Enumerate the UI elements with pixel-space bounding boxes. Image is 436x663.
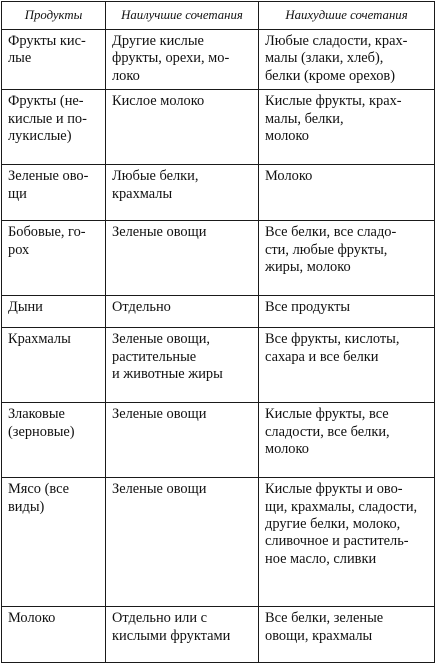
cell-product (2, 607, 106, 663)
cell-text-line: Зеленые овощи (112, 481, 207, 498)
cell-text-line: кислые и по- (8, 110, 87, 127)
cell-text-line: щи (8, 185, 27, 202)
cell-worst-combination (259, 90, 435, 165)
cell-text-line: щи, крахмалы, сладости, (265, 498, 418, 515)
table-header (2, 2, 435, 30)
cell-text-line: Зеленые овощи, (112, 331, 210, 348)
cell-text-line: Зеленые ово- (8, 168, 89, 185)
cell-worst-combination (259, 296, 435, 328)
cell-text-line: крахмалы (112, 185, 173, 202)
cell-text-line: Дыни (8, 299, 43, 316)
cell-text-line: Другие кислые (112, 33, 204, 49)
cell-text-line: сахара и все белки (265, 348, 379, 365)
cell-worst-combination (259, 328, 435, 403)
table-row (2, 607, 435, 663)
cell-text-line: молоко (265, 128, 309, 145)
cell-worst-combination (259, 165, 435, 221)
cell-text-line: локо (112, 67, 140, 84)
cell-product (2, 478, 106, 607)
cell-best-combination (106, 90, 259, 165)
cell-text-line: ное масло, сливки (265, 550, 377, 567)
cell-product (2, 328, 106, 403)
cell-text-line: (зерновые) (8, 423, 75, 440)
cell-text-line: Зеленые овощи (112, 224, 207, 241)
cell-text-line: рох (8, 241, 30, 258)
cell-best-combination (106, 607, 259, 663)
cell-text-line: и животные жиры (112, 366, 223, 383)
cell-text-line: овощи, крахмалы (265, 627, 373, 644)
header-best-combinations: Наилучшие сочетания (106, 2, 259, 30)
cell-text-line: виды) (8, 498, 45, 515)
cell-text-line: жиры, молоко (265, 259, 351, 276)
cell-best-combination (106, 30, 259, 90)
cell-best-combination (106, 221, 259, 296)
cell-product (2, 296, 106, 328)
table-row (2, 30, 435, 90)
cell-text-line: Отдельно или с (112, 610, 208, 627)
cell-text-line: Молоко (265, 168, 313, 185)
cell-text-line: малы, белки, (265, 110, 344, 127)
cell-text-line: Все фрукты, кислоты, (265, 331, 400, 348)
cell-text-line: Кислые фрукты, все (265, 406, 389, 423)
cell-best-combination (106, 403, 259, 478)
cell-best-combination (106, 478, 259, 607)
cell-product (2, 90, 106, 165)
cell-text-line: Кислые фрукты, крах- (265, 93, 402, 110)
header-row (2, 2, 435, 30)
cell-text-line: Крахмалы (8, 331, 71, 348)
table-row (2, 165, 435, 221)
cell-text-line: лые (8, 50, 32, 67)
cell-text-line: сти, любые фрукты, (265, 241, 388, 258)
cell-text-line: малы (злаки, хлеб), (265, 50, 384, 67)
table-row (2, 478, 435, 607)
cell-text-line: лукислые) (8, 128, 72, 145)
cell-text-line: кислыми фруктами (112, 627, 231, 644)
cell-best-combination (106, 328, 259, 403)
cell-text-line: Отдельно (112, 299, 171, 316)
table-row (2, 328, 435, 403)
cell-best-combination (106, 296, 259, 328)
cell-text-line: Мясо (все (8, 481, 70, 498)
cell-best-combination (106, 165, 259, 221)
cell-text-line: Зеленые овощи (112, 406, 207, 423)
table-row (2, 90, 435, 165)
cell-product (2, 403, 106, 478)
cell-text-line: Бобовые, го- (8, 224, 86, 241)
cell-text-line: Все белки, все сладо- (265, 224, 397, 241)
header-products: Продукты (2, 2, 106, 30)
cell-text-line: фрукты, орехи, мо- (112, 50, 230, 67)
cell-text-line: Кислое молоко (112, 93, 205, 110)
header-worst-combinations: Наихудшие сочетания (259, 2, 435, 30)
cell-product (2, 30, 106, 90)
cell-text-line: Молоко (8, 610, 56, 627)
cell-text-line: Фрукты кис- (8, 33, 86, 49)
cell-worst-combination (259, 30, 435, 90)
cell-text-line: сливочное и раститель- (265, 533, 409, 550)
cell-product (2, 165, 106, 221)
table-row (2, 403, 435, 478)
cell-text-line: Фрукты (не- (8, 93, 84, 110)
cell-text-line: другие белки, молоко, (265, 516, 401, 533)
cell-text-line: Любые сладости, крах- (265, 33, 408, 49)
cell-text-line: Все продукты (265, 299, 351, 316)
cell-worst-combination (259, 221, 435, 296)
cell-worst-combination (259, 478, 435, 607)
cell-text-line: Все белки, зеленые (265, 610, 384, 627)
cell-text-line: Любые белки, (112, 168, 199, 185)
cell-text-line: Злаковые (8, 406, 65, 423)
food-combination-table (1, 1, 435, 663)
cell-text-line: сладости, все белки, (265, 423, 390, 440)
cell-text-line: молоко (265, 441, 309, 458)
table-body (2, 30, 435, 663)
cell-text-line: Кислые фрукты и ово- (265, 481, 403, 498)
cell-text-line: белки (кроме орехов) (265, 67, 395, 84)
table-row (2, 221, 435, 296)
cell-worst-combination (259, 403, 435, 478)
table-row (2, 296, 435, 328)
cell-product (2, 221, 106, 296)
cell-worst-combination (259, 607, 435, 663)
cell-text-line: растительные (112, 348, 197, 365)
